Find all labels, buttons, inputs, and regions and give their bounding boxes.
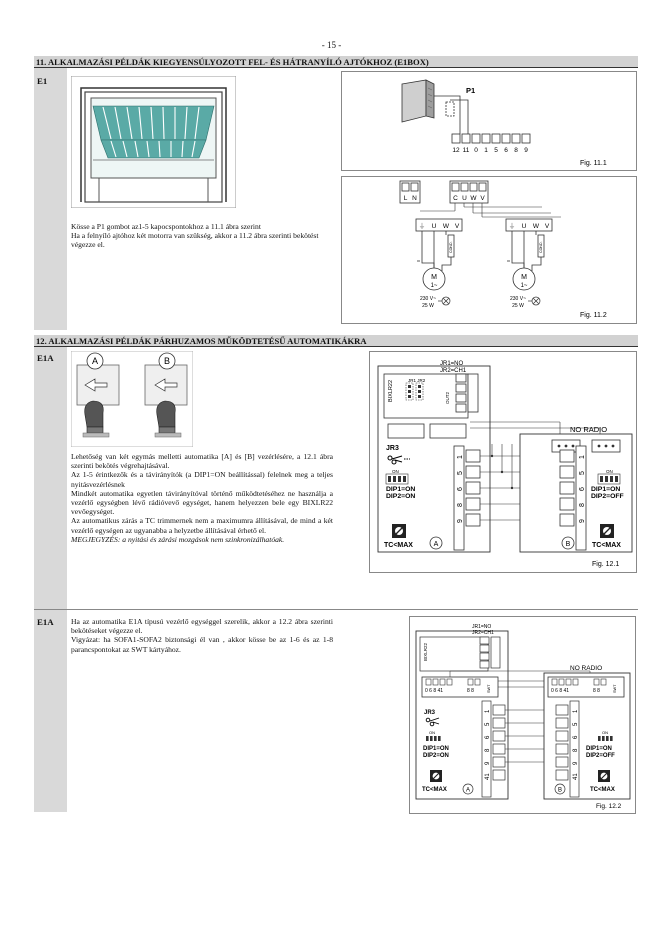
fig-12-2-diagram	[410, 617, 635, 813]
fig122-marker-b: B	[557, 787, 563, 794]
e1a-first-text	[71, 452, 333, 544]
fig122-right-terminal: 8	[573, 748, 579, 752]
fig122-jr3: JR3	[424, 710, 436, 716]
motor1-terminal: U	[431, 223, 437, 230]
capacitor-2-label: COND.	[539, 241, 543, 253]
capacitor-1-label: COND.	[449, 241, 453, 253]
fig121-no-radio: NO RADIO	[570, 425, 608, 434]
section-11-text-2: Ha a felnyíló ajtóhoz két motorra van szükség, akkor a 11.2 ábra szerinti bekötést végezze el.	[71, 231, 319, 250]
fig122-right-terminal: 1	[573, 709, 579, 713]
lamp-2-voltage: 230 V~	[510, 296, 526, 302]
terminal-u: U	[462, 195, 467, 202]
fig121-right-terminal: 1	[579, 455, 586, 459]
figure-11-1	[341, 71, 637, 171]
e1a-second-p2: Vigyázat: ha SOFA1-SOFA2 biztonsági él van , akkor kösse be az 1-6 és az 1-8 parancspontokat az SWT kártyához.	[71, 635, 333, 654]
trimmer-icon	[598, 770, 610, 782]
fig121-on-left: ON	[392, 469, 399, 474]
p1-label: P1	[466, 86, 476, 95]
terminal-v: V	[480, 195, 485, 202]
fig122-trimmer-left: TC<MAX	[422, 787, 447, 793]
fig122-dip-right-1: DIP1=ON	[586, 746, 612, 752]
terminal-label: 5	[494, 147, 498, 154]
fig121-trimmer-right: TC<MAX	[592, 542, 621, 549]
fig-12-1-diagram	[370, 352, 636, 572]
e1a-first-p1: Lehetőség van két egymás melletti automatika [A] és [B] vezérlésére, a 12.1 ábra szerinti bekötés végrehajtásával.	[71, 452, 333, 471]
fig121-right-terminal: 5	[579, 471, 586, 475]
lamp-1-power: 25 W	[422, 303, 434, 309]
fig122-on-left: ON	[429, 730, 435, 735]
section-12-code-1: E1A	[37, 353, 54, 363]
fig121-jr1: JR1=NO	[440, 361, 464, 367]
fig122-left-terminal: 1	[485, 709, 491, 713]
supply-l: L	[403, 195, 408, 202]
fig122-dip-right-2: DIP2=OFF	[586, 753, 615, 759]
terminal-label: 1	[484, 147, 488, 154]
section-11-gutter	[34, 68, 67, 330]
fig-11-2-diagram	[342, 177, 636, 323]
fig122-swt-label-right: SWT	[613, 684, 617, 693]
fig122-swt-terminals-right: 0 6 8 41	[551, 688, 570, 694]
motor1-terminal: ⏚	[418, 223, 426, 230]
section-12-divider	[34, 609, 638, 610]
fig121-right-terminal: 6	[579, 487, 586, 491]
fig121-dip-right-1: DIP1=ON	[591, 486, 621, 493]
section-11-text-1: Kösse a P1 gombot az1-5 kapocspontokhoz a 11.1 ábra szerint	[71, 222, 261, 231]
section-11-title: 11. ALKALMAZÁSI PÉLDÁK KIEGYENSÚLYOZOTT FEL- ÉS HÁTRANYÍLÓ AJTÓKHOZ (E1BOX)	[34, 56, 638, 68]
figure-12-2	[409, 616, 636, 814]
parallel-automation-illustration	[71, 351, 193, 447]
lamp-2-power: 25 W	[512, 303, 524, 309]
fig121-dip-left-2: DIP2=ON	[386, 493, 416, 500]
section-12-title: 12. ALKALMAZÁSI PÉLDÁK PÁRHUZAMOS MŰKÖDTETÉSŰ AUTOMATIKÁKRA	[34, 335, 638, 347]
fig122-right-terminal: 6	[573, 735, 579, 739]
marker-b: B	[163, 356, 171, 366]
fig-11-1-caption: Fig. 11.1	[580, 160, 607, 167]
fig121-dip-left-1: DIP1=ON	[386, 486, 416, 493]
fig121-receiver: BIXLR22	[388, 379, 394, 402]
motor-2-label: M	[521, 274, 527, 281]
fig122-left-terminal: 5	[485, 722, 491, 726]
e1a-first-p2: Az 1-5 érintkezők és a távirányítók (a DIP1=ON beállítással) felelnek meg a teljes nyitásvezérlésnek	[71, 470, 333, 489]
fig121-jumpers: JR1 JR2	[408, 378, 426, 383]
garage-door-icon	[71, 76, 236, 208]
section-11-code: E1	[37, 76, 48, 86]
terminal-label: 6	[504, 147, 508, 154]
fig122-dip-left-2: DIP2=ON	[423, 753, 449, 759]
fig122-left-terminal: 6	[485, 735, 491, 739]
section-12-gutter	[34, 347, 67, 812]
terminal-label: 0	[474, 147, 478, 154]
fig121-left-terminal: 6	[457, 487, 464, 491]
fig122-on-right: ON	[602, 730, 608, 735]
fig122-dip-left-1: DIP1=ON	[423, 746, 449, 752]
trimmer-icon	[392, 524, 406, 538]
fig121-jr2: JR2=CH1	[440, 368, 467, 374]
motor1-terminal: V	[454, 223, 460, 230]
trimmer-icon	[430, 770, 442, 782]
fig121-on-right: ON	[606, 469, 613, 474]
fig-12-2-caption: Fig. 12.2	[596, 803, 622, 810]
motor2-terminal: W	[532, 223, 540, 230]
fig122-jr2: JR2=CH1	[472, 630, 494, 636]
e1a-second-text	[71, 617, 333, 654]
e1a-second-p1: Ha az automatika E1A típusú vezérlő egységgel szerelik, akkor a 12.2 ábra szerinti bekötéseket végezze el.	[71, 617, 333, 636]
fig122-swt-label-left: SWT	[487, 684, 491, 693]
fig121-left-terminal: 9	[457, 519, 464, 523]
e1a-first-p4: Az automatikus zárás a TC trimmernek nem a maximumra állításával, de mind a két vezérlő egységen az ugyanabba a helyzetbe állításával érhető el.	[71, 516, 333, 535]
fig121-left-terminal: 8	[457, 503, 464, 507]
motor-1-label: M	[431, 274, 437, 281]
marker-a: A	[91, 356, 99, 366]
fig121-marker-a: A	[433, 541, 439, 548]
fig-12-1-caption: Fig. 12.1	[592, 561, 620, 568]
e1a-first-note: MEGJEGYZÉS: a nyitási és zárási mozgások nem szinkronizálhatóak.	[71, 534, 285, 544]
fig122-swt-terminals-left: 0 6 8 41	[425, 688, 444, 694]
trimmer-icon	[600, 524, 614, 538]
motor-1-phase: 1~	[430, 283, 438, 289]
terminal-label: 12	[452, 147, 460, 154]
fig121-marker-b: B	[565, 541, 571, 548]
fig-11-1-diagram	[342, 72, 636, 170]
overhead-door-illustration	[71, 76, 236, 208]
motor2-terminal: ⏚	[508, 223, 516, 230]
fig121-dip-right-2: DIP2=OFF	[591, 493, 624, 500]
fig122-left-terminal: 9	[485, 761, 491, 765]
fig122-right-terminal: 5	[573, 722, 579, 726]
motor-2-phase: 1~	[520, 283, 528, 289]
two-gate-icon	[71, 351, 193, 447]
fig121-jr3: JR3	[386, 445, 399, 452]
fig121-left-terminal: 1	[457, 455, 464, 459]
figure-12-1	[369, 351, 637, 573]
figure-11-2	[341, 176, 637, 324]
fig122-no-radio: NO RADIO	[570, 665, 603, 672]
terminal-label: 11	[462, 147, 470, 154]
fig121-left-terminal: 5	[457, 471, 464, 475]
fig122-receiver: BIXLR22	[423, 642, 428, 661]
terminal-c: C	[453, 195, 458, 202]
fig122-swt-extra-right: 8 8	[593, 688, 600, 694]
motor1-terminal: W	[442, 223, 450, 230]
fig122-left-terminal: 41	[485, 773, 491, 780]
fig122-swt-extra-left: 8 8	[467, 688, 474, 694]
terminal-w: W	[470, 195, 477, 202]
page-number: - 15 -	[321, 40, 342, 50]
fig122-jr1: JR1=NO	[472, 624, 492, 630]
fig121-out: OUT2	[445, 391, 450, 404]
fig121-right-terminal: 9	[579, 519, 586, 523]
fig122-marker-a: A	[465, 787, 471, 794]
fig121-right-terminal: 8	[579, 503, 586, 507]
section-11-text	[71, 222, 336, 250]
terminal-label: 8	[514, 147, 518, 154]
motor2-terminal: V	[544, 223, 550, 230]
fig122-right-terminal: 41	[573, 773, 579, 780]
fig121-trimmer-left: TC<MAX	[384, 542, 413, 549]
supply-n: N	[412, 195, 417, 202]
fig122-right-terminal: 9	[573, 761, 579, 765]
lamp-1-voltage: 230 V~	[420, 296, 436, 302]
section-12-code-2: E1A	[37, 617, 54, 627]
e1a-first-p3: Mindkét automatika egyetlen távirányítóval történő működtetéséhez ne használja a vezérlő egységben lévő rádióvevő egységet, hanem helyezzen bele egy BIXLR22 vevőegységet.	[71, 488, 333, 517]
fig-11-2-caption: Fig. 11.2	[580, 312, 607, 319]
fig122-trimmer-right: TC<MAX	[590, 787, 615, 793]
motor2-terminal: U	[521, 223, 527, 230]
fig122-left-terminal: 8	[485, 748, 491, 752]
terminal-label: 9	[524, 147, 528, 154]
